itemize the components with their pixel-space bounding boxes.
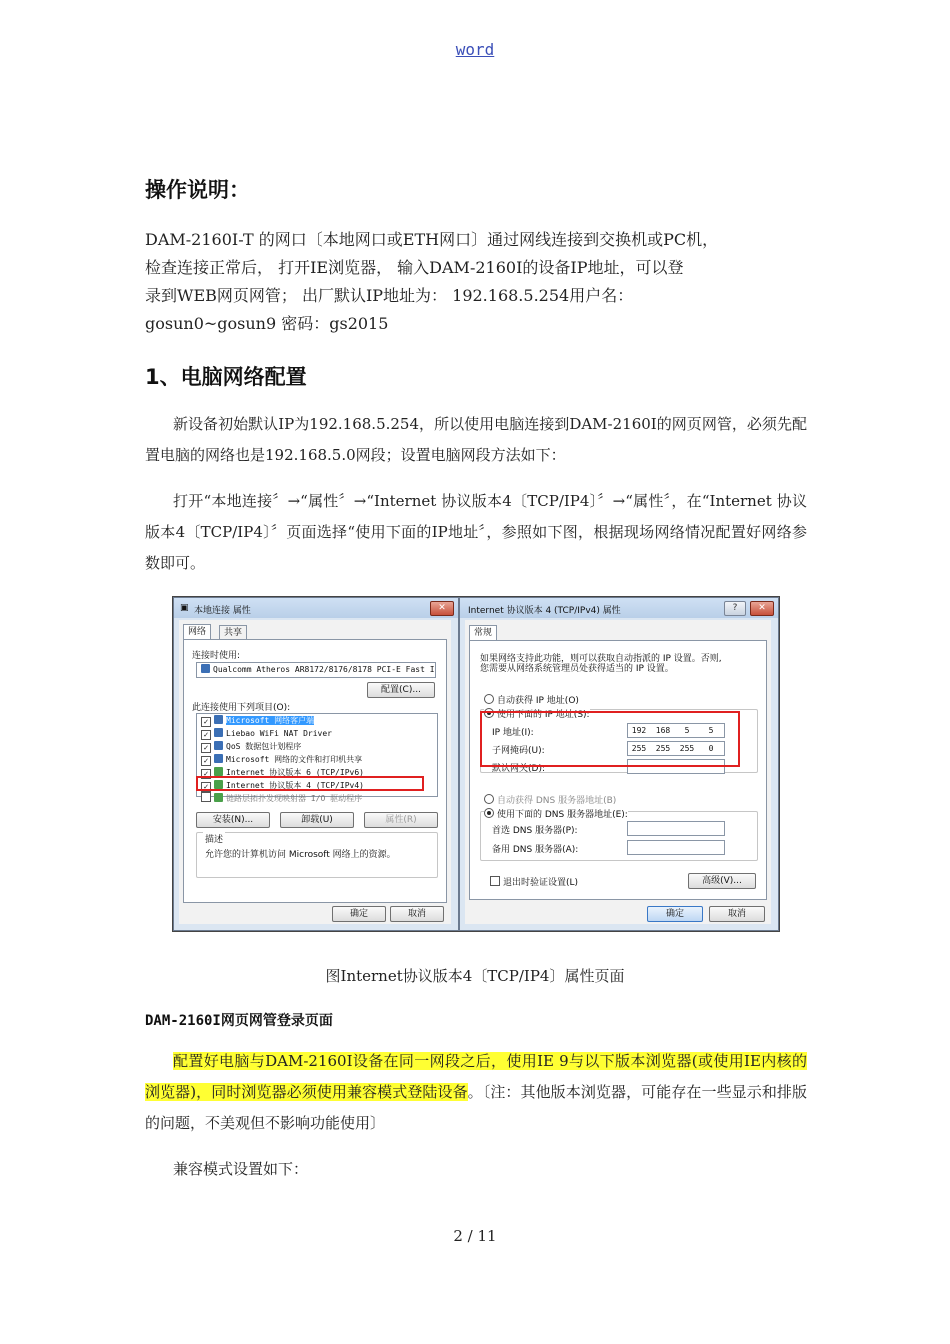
right-cancel-button[interactable]: 取消 bbox=[709, 906, 765, 922]
list-item[interactable]: ✓ Internet 协议版本 4 (TCP/IPv4) bbox=[201, 780, 364, 792]
description-label: 描述 bbox=[203, 832, 225, 845]
highlighted-requirement: 配置好电脑与DAM-2160I设备在同一网段之后，使用IE 9与以下版本浏览器(或使用IE内核的浏览器)，同时浏览器必须使用兼容模式登陆设备 bbox=[145, 1052, 807, 1101]
mask-octet: 255 bbox=[631, 744, 647, 753]
description-text: 允许您的计算机访问 Microsoft 网络上的资源。 bbox=[205, 850, 396, 860]
requirement-note: 。〔注：其他版本浏览器，可能存在一些显示和排版的问题，不美观但不影响功能使用〕 bbox=[145, 1083, 807, 1132]
checkbox[interactable]: ✓ bbox=[201, 769, 211, 779]
adapter-icon bbox=[201, 664, 210, 673]
intro-line-2: 您需要从网络系统管理员处获得适当的 IP 设置。 bbox=[480, 664, 674, 674]
checkbox[interactable]: ✓ bbox=[201, 756, 211, 766]
local-connection-dialog bbox=[173, 597, 459, 931]
network-icon: ▣ bbox=[180, 603, 189, 613]
radio-button[interactable] bbox=[484, 794, 494, 804]
list-item[interactable]: ✓ Microsoft 网络客户端 bbox=[201, 715, 314, 727]
checkbox[interactable]: ✓ bbox=[201, 743, 211, 753]
mask-octet: 0 bbox=[708, 744, 714, 753]
network-sheet bbox=[183, 639, 447, 903]
adapter-name: Qualcomm Atheros AR8172/8176/8178 PCI-E Fast I bbox=[201, 664, 435, 676]
close-icon[interactable]: ✕ bbox=[430, 601, 454, 616]
intro-line: 录到WEB网页网管； 出厂默认IP地址为： 192.168.5.254用户名： bbox=[145, 286, 634, 305]
figure-caption: 图Internet协议版本4〔TCP/IP4〕属性页面 bbox=[325, 967, 625, 985]
close-icon[interactable]: ✕ bbox=[750, 601, 774, 616]
radio-button[interactable] bbox=[484, 694, 494, 704]
left-dialog-title: 本地连接 属性 bbox=[194, 606, 251, 616]
network-settings-screenshot bbox=[172, 596, 780, 932]
gateway-label: 默认网关(D): bbox=[492, 764, 545, 774]
preferred-dns-input[interactable] bbox=[627, 821, 725, 836]
manual-dns-option[interactable]: 使用下面的 DNS 服务器地址(E): bbox=[484, 807, 628, 820]
checkbox[interactable]: ✓ bbox=[201, 717, 211, 727]
subnet-mask-label: 子网掩码(U): bbox=[492, 746, 545, 756]
list-item[interactable]: ✓ Liebao WiFi NAT Driver bbox=[201, 728, 332, 740]
heading-network-config: 1、电脑网络配置 bbox=[145, 365, 307, 389]
checkbox[interactable] bbox=[490, 876, 500, 886]
alternate-dns-input[interactable] bbox=[627, 840, 725, 855]
right-dialog-title: Internet 协议版本 4 (TCP/IPv4) 属性 bbox=[468, 606, 621, 616]
ip-octet: 5 bbox=[684, 726, 690, 735]
items-label: 此连接使用下列项目(O): bbox=[192, 703, 291, 713]
mask-octet: 255 bbox=[655, 744, 671, 753]
ip-address-label: IP 地址(I): bbox=[492, 728, 534, 738]
ipv4-properties-dialog bbox=[459, 597, 779, 931]
connect-using-label: 连接时使用: bbox=[192, 651, 241, 661]
left-titlebar bbox=[174, 598, 458, 618]
paragraph-browser-requirements bbox=[145, 1046, 807, 1139]
page-number: 2 / 11 bbox=[453, 1227, 497, 1245]
properties-button[interactable]: 属性(R) bbox=[364, 812, 438, 828]
intro-line: 检查连接正常后， 打开IE浏览器， 输入DAM-2160I的设备IP地址，可以登 bbox=[145, 258, 684, 277]
radio-button[interactable] bbox=[484, 808, 494, 818]
tab-sharing[interactable]: 共享 bbox=[219, 625, 247, 641]
tab-network[interactable]: 网络 bbox=[183, 624, 211, 640]
intro-line: DAM-2160I-T 的网口〔本地网口或ETH网口〕通过网线连接到交换机或PC机， bbox=[145, 230, 719, 249]
configure-button[interactable]: 配置(C)... bbox=[367, 682, 435, 698]
left-panel bbox=[179, 620, 451, 924]
alternate-dns-label: 备用 DNS 服务器(A): bbox=[492, 845, 579, 855]
right-ok-button[interactable]: 确定 bbox=[647, 906, 703, 922]
checkbox[interactable]: ✓ bbox=[201, 730, 211, 740]
tab-general[interactable]: 常规 bbox=[469, 625, 497, 641]
right-panel bbox=[465, 620, 771, 924]
intro-line-1: 如果网络支持此功能，则可以获取自动指派的 IP 设置。否则, bbox=[480, 654, 722, 664]
install-button[interactable]: 安装(N)... bbox=[196, 812, 270, 828]
checkbox[interactable]: ✓ bbox=[201, 782, 211, 792]
auto-ip-option[interactable]: 自动获得 IP 地址(O) bbox=[484, 693, 579, 706]
left-cancel-button[interactable]: 取消 bbox=[390, 906, 444, 922]
header-word-link[interactable]: word bbox=[455, 40, 495, 59]
validate-option[interactable]: 退出时验证设置(L) bbox=[490, 875, 578, 888]
intro-paragraph bbox=[145, 226, 825, 338]
manual-ip-option[interactable]: 使用下面的 IP 地址(S): bbox=[484, 707, 590, 720]
checkbox[interactable] bbox=[201, 792, 211, 802]
description-group bbox=[196, 832, 438, 878]
right-titlebar bbox=[460, 598, 778, 618]
auto-dns-option[interactable]: 自动获得 DNS 服务器地址(B) bbox=[484, 793, 616, 806]
client-icon bbox=[214, 715, 223, 724]
left-ok-button[interactable]: 确定 bbox=[332, 906, 386, 922]
preferred-dns-label: 首选 DNS 服务器(P): bbox=[492, 826, 578, 836]
section-title: 操作说明： bbox=[145, 178, 250, 202]
ip-settings-highlight-box bbox=[480, 711, 740, 767]
qos-icon bbox=[214, 741, 223, 750]
list-item[interactable]: ✓ Microsoft 网络的文件和打印机共享 bbox=[201, 754, 362, 766]
general-sheet bbox=[469, 640, 767, 900]
driver-icon bbox=[214, 728, 223, 737]
paragraph-steps: 打开“本地连接〞→“属性〞→“Internet 协议版本4〔TCP/IP4〕〞→“属性〞，在“Internet 协议版本4〔TCP/IP4〕〞页面选择“使用下面的IP地址〞，参照如下图，根据现场网络情况配置好网络参数即可。 bbox=[145, 492, 807, 572]
ip-octet: 5 bbox=[708, 726, 714, 735]
protocol-icon bbox=[214, 767, 223, 776]
advanced-button[interactable]: 高级(V)... bbox=[688, 873, 756, 889]
paragraph-initial-ip: 新设备初始默认IP为192.168.5.254，所以使用电脑连接到DAM-2160I的网页网管，必须先配置电脑的网络也是192.168.5.0网段；设置电脑网段方法如下： bbox=[145, 415, 807, 464]
list-item[interactable]: ✓ Internet 协议版本 6 (TCP/IPv6) bbox=[201, 767, 364, 779]
list-item[interactable]: 链路层拓扑发现映射器 I/O 驱动程序 bbox=[201, 792, 362, 804]
adapter-field bbox=[196, 662, 436, 678]
mask-octet: 255 bbox=[679, 744, 695, 753]
protocol-icon bbox=[214, 793, 223, 802]
ipv4-highlight-box bbox=[196, 776, 424, 791]
list-item[interactable]: ✓ QoS 数据包计划程序 bbox=[201, 741, 301, 753]
ip-octet: 168 bbox=[655, 726, 671, 735]
login-page-subheading: DAM-2160I网页网管登录页面 bbox=[145, 1013, 333, 1029]
uninstall-button[interactable]: 卸载(U) bbox=[280, 812, 354, 828]
share-icon bbox=[214, 754, 223, 763]
paragraph-compat-mode: 兼容模式设置如下： bbox=[173, 1160, 309, 1178]
help-button[interactable]: ? bbox=[724, 601, 746, 616]
ip-octet: 192 bbox=[631, 726, 647, 735]
intro-line: gosun0~gosun9 密码：gs2015 bbox=[145, 314, 389, 333]
